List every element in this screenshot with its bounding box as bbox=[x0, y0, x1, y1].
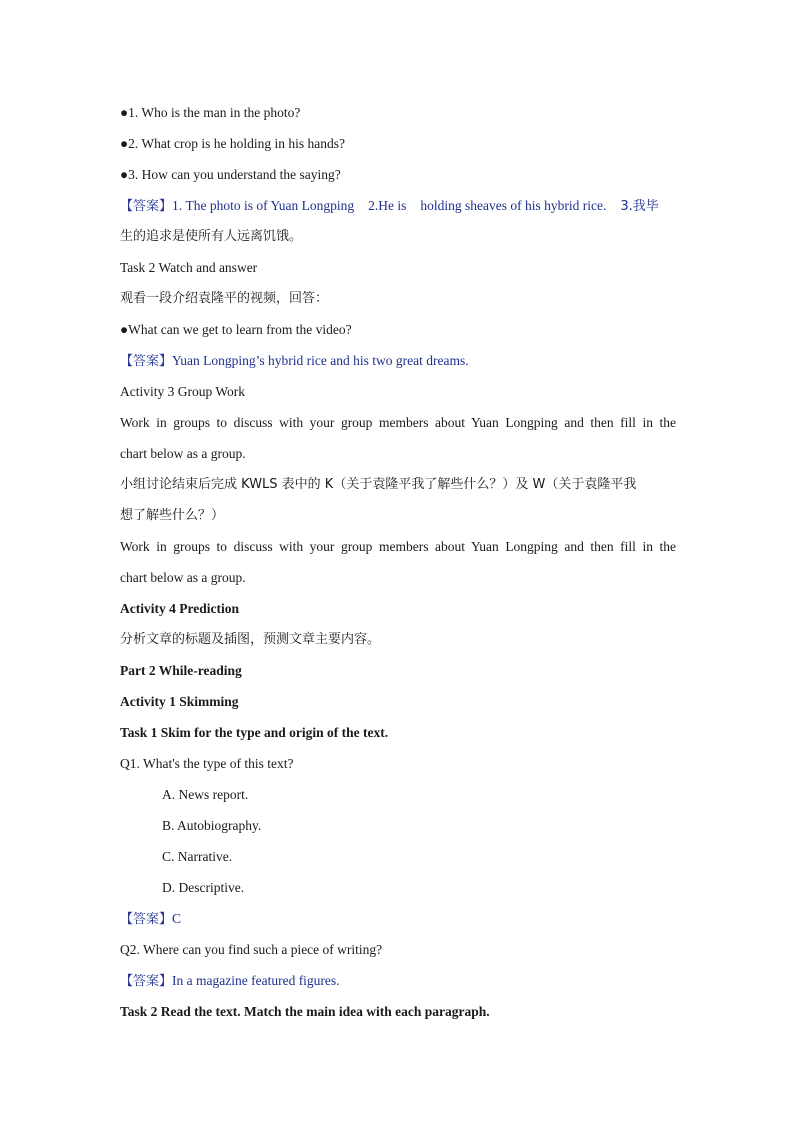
activity3-cn-line1: 小组讨论结束后完成 KWLS 表中的 K（关于袁隆平我了解些什么？）及 W（关于袁隆平我 bbox=[120, 477, 637, 492]
q1-answer-line bbox=[120, 903, 676, 934]
question-2: ●2. What crop is he holding in his hands? bbox=[120, 136, 345, 151]
task2-match-title: Task 2 Read the text. Match the main idea with each paragraph. bbox=[120, 1004, 490, 1019]
activity4-instruction: 分析文章的标题及插图，预测文章主要内容。 bbox=[120, 632, 381, 647]
activity3-para1-line2: chart below as a group. bbox=[120, 446, 246, 461]
question-3: ●3. How can you understand the saying? bbox=[120, 167, 341, 182]
q2-answer: In a magazine featured figures. bbox=[172, 973, 340, 988]
q2: Q2. Where can you find such a piece of writing? bbox=[120, 942, 383, 957]
task2-question: ●What can we get to learn from the video? bbox=[120, 322, 352, 337]
task2-answer: Yuan Longping’s hybrid rice and his two great dreams. bbox=[172, 353, 469, 368]
activity1-title: Activity 1 Skimming bbox=[120, 694, 239, 709]
part2-title: Part 2 While-reading bbox=[120, 663, 242, 678]
task1-title: Task 1 Skim for the type and origin of the text. bbox=[120, 725, 389, 740]
activity3-cn-line2: 想了解些什么？） bbox=[120, 508, 225, 523]
option-d: D. Descriptive. bbox=[162, 880, 245, 895]
answer-1-part4: 3.我毕 bbox=[620, 199, 659, 214]
answer-1-continuation: 生的追求是使所有人远离饥饿。 bbox=[120, 229, 303, 244]
answer-tag: 【答案】 bbox=[120, 354, 173, 369]
question-1: ●1. Who is the man in the photo? bbox=[120, 105, 301, 120]
answer-1-line bbox=[120, 190, 676, 221]
answer-1-part1: 1. The photo is of Yuan Longping bbox=[172, 198, 355, 213]
q2-answer-line bbox=[120, 965, 676, 996]
answer-tag: 【答案】 bbox=[120, 912, 173, 927]
document-page bbox=[120, 97, 676, 1027]
option-b: B. Autobiography. bbox=[162, 818, 262, 833]
task2-title: Task 2 Watch and answer bbox=[120, 260, 258, 275]
activity3-para2-line2: chart below as a group. bbox=[120, 570, 246, 585]
answer-tag: 【答案】 bbox=[120, 974, 173, 989]
activity4-title: Activity 4 Prediction bbox=[120, 601, 239, 616]
answer-tag: 【答案】 bbox=[120, 199, 173, 214]
answer-1-part2: 2.He is bbox=[368, 198, 407, 213]
task2-answer-line bbox=[120, 345, 676, 376]
q1: Q1. What's the type of this text? bbox=[120, 756, 294, 771]
option-a: A. News report. bbox=[162, 787, 249, 802]
option-c: C. Narrative. bbox=[162, 849, 233, 864]
activity3-para1-line1: Work in groups to discuss with your group members about Yuan Longping and then fill in the bbox=[120, 415, 676, 430]
task2-instruction: 观看一段介绍袁隆平的视频，回答： bbox=[120, 291, 329, 306]
q1-answer: C bbox=[172, 911, 182, 926]
answer-1-part3: holding sheaves of his hybrid rice. bbox=[420, 198, 607, 213]
activity3-title: Activity 3 Group Work bbox=[120, 384, 246, 399]
activity3-para2-line1: Work in groups to discuss with your group members about Yuan Longping and then fill in the bbox=[120, 539, 676, 554]
